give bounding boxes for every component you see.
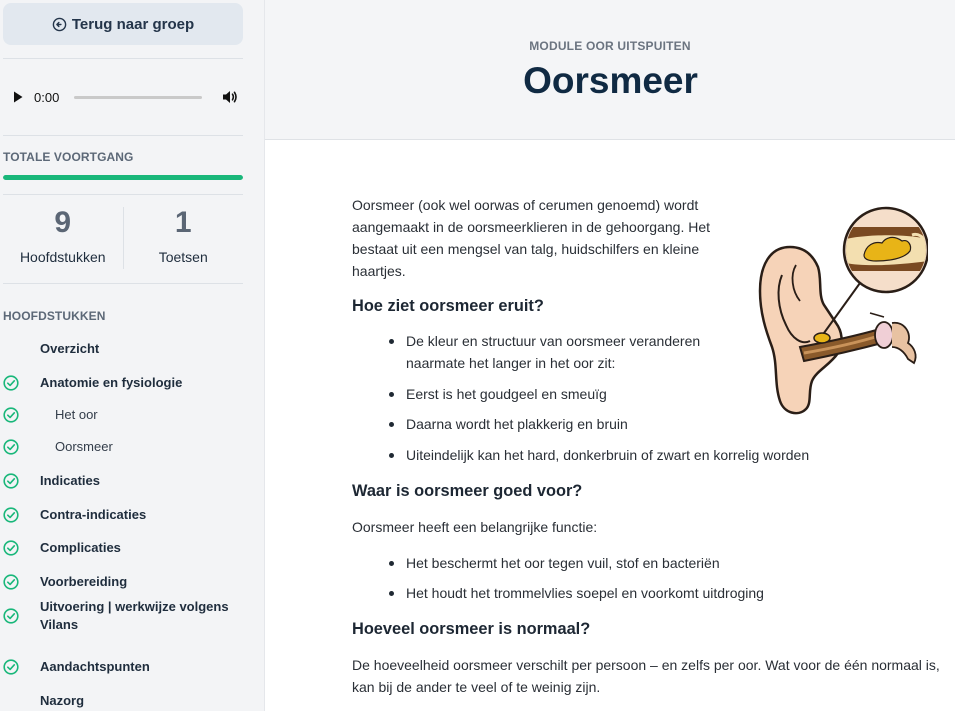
sidebar-chapter-label: Indicaties bbox=[40, 473, 100, 488]
sidebar-chapter-label: Contra-indicaties bbox=[40, 507, 147, 522]
sidebar-chapter-label: Voorbereiding bbox=[40, 574, 128, 589]
section-heading-normal-amount: Hoeveel oorsmeer is normaal? bbox=[352, 620, 591, 638]
page-title: Oorsmeer bbox=[523, 60, 698, 101]
sidebar-chapter-label: Complicaties bbox=[40, 540, 121, 555]
play-button[interactable] bbox=[6, 85, 30, 109]
sidebar-chapter-label: Het oor bbox=[55, 407, 98, 422]
total-progress-fill bbox=[3, 175, 243, 180]
audio-player bbox=[3, 80, 243, 114]
divider bbox=[3, 194, 243, 195]
list-item: Het houdt het trommelvlies soepel en voorkomt uitdroging bbox=[406, 582, 926, 604]
sidebar-chapter-item[interactable] bbox=[0, 658, 265, 676]
sidebar-chapter-label: Anatomie en fysiologie bbox=[40, 375, 183, 390]
stat-chapters-label: Hoofdstukken bbox=[19, 249, 106, 265]
check-circle-icon bbox=[3, 659, 19, 675]
check-circle-icon bbox=[3, 407, 19, 423]
stats bbox=[3, 207, 243, 269]
sidebar-chapter-label: Uitvoering | werkwijze volgens Vilans bbox=[40, 599, 229, 632]
stat-tests-label: Toetsen bbox=[158, 249, 208, 265]
divider bbox=[3, 135, 243, 136]
stat-tests bbox=[124, 207, 244, 269]
sidebar-chapter-item[interactable] bbox=[0, 692, 265, 710]
sidebar-chapter-item[interactable] bbox=[0, 438, 265, 456]
play-icon bbox=[13, 91, 23, 103]
divider bbox=[3, 283, 243, 284]
check-circle-icon bbox=[3, 608, 19, 624]
check-circle-icon bbox=[3, 375, 19, 391]
sidebar-chapter-item[interactable] bbox=[0, 573, 265, 591]
ear-earwax-illustration bbox=[752, 205, 928, 417]
list-item: Uiteindelijk kan het hard, donkerbruin of zwart en korrelig worden bbox=[406, 444, 926, 466]
list-item: Daarna wordt het plakkerig en bruin bbox=[406, 413, 628, 435]
chapters-label: HOOFDSTUKKEN bbox=[3, 309, 106, 323]
back-button-label: Terug naar groep bbox=[71, 15, 195, 33]
function-paragraph: Oorsmeer heeft een belangrijke functie: bbox=[352, 519, 598, 535]
module-name: MODULE OOR UITSPUITEN bbox=[529, 39, 691, 53]
back-to-group-button[interactable] bbox=[3, 3, 243, 45]
stat-tests-value: 1 bbox=[174, 206, 192, 239]
section-heading-function: Waar is oorsmeer goed voor? bbox=[352, 482, 583, 500]
check-circle-icon bbox=[3, 574, 19, 590]
normal-amount-paragraph: De hoeveelheid oorsmeer verschilt per persoon – en zelfs per oor. Wat voor de één normaal is, kan bij de ander te veel of te weinig zijn. bbox=[352, 657, 940, 695]
arrow-left-circle-icon bbox=[52, 17, 67, 32]
audio-seek-bar[interactable] bbox=[74, 96, 202, 99]
sidebar-chapter-item[interactable] bbox=[0, 598, 265, 634]
check-circle-icon bbox=[3, 507, 19, 523]
page-header bbox=[265, 0, 955, 140]
check-circle-icon bbox=[3, 473, 19, 489]
sidebar-chapter-item[interactable] bbox=[0, 340, 265, 358]
list-item: Eerst is het goudgeel en smeuïg bbox=[406, 383, 607, 405]
divider bbox=[3, 58, 243, 59]
list-item: Het beschermt het oor tegen vuil, stof en bacteriën bbox=[406, 552, 926, 574]
total-progress-bar bbox=[3, 175, 243, 180]
section-heading-appearance: Hoe ziet oorsmeer eruit? bbox=[352, 297, 544, 315]
intro-paragraph: Oorsmeer (ook wel oorwas of cerumen genoemd) wordt aangemaakt in de oorsmeerklieren in de gehoorgang. Het bestaat uit een mengsel van talg, huidschilfers en kleine haartjes. bbox=[352, 197, 711, 279]
sidebar-chapter-item[interactable] bbox=[0, 406, 265, 424]
sidebar-chapter-item[interactable] bbox=[0, 374, 265, 392]
sidebar-chapter-label: Aandachtspunten bbox=[40, 659, 150, 674]
check-circle-icon bbox=[3, 540, 19, 556]
check-circle-icon bbox=[3, 439, 19, 455]
sidebar bbox=[0, 0, 265, 711]
sidebar-chapter-label: Oorsmeer bbox=[55, 439, 113, 454]
stat-chapters-value: 9 bbox=[54, 206, 72, 239]
sidebar-chapter-item[interactable] bbox=[0, 506, 265, 524]
stat-chapters bbox=[3, 207, 123, 269]
sidebar-chapter-label: Overzicht bbox=[40, 341, 100, 356]
sidebar-chapter-item[interactable] bbox=[0, 539, 265, 557]
sidebar-chapter-label: Nazorg bbox=[40, 693, 85, 708]
list-item: De kleur en structuur van oorsmeer veranderen naarmate het langer in het oor zit: bbox=[406, 330, 736, 374]
sidebar-chapter-item[interactable] bbox=[0, 472, 265, 490]
total-progress-label: TOTALE VOORTGANG bbox=[3, 150, 134, 164]
audio-time: 0:00 bbox=[34, 89, 60, 105]
